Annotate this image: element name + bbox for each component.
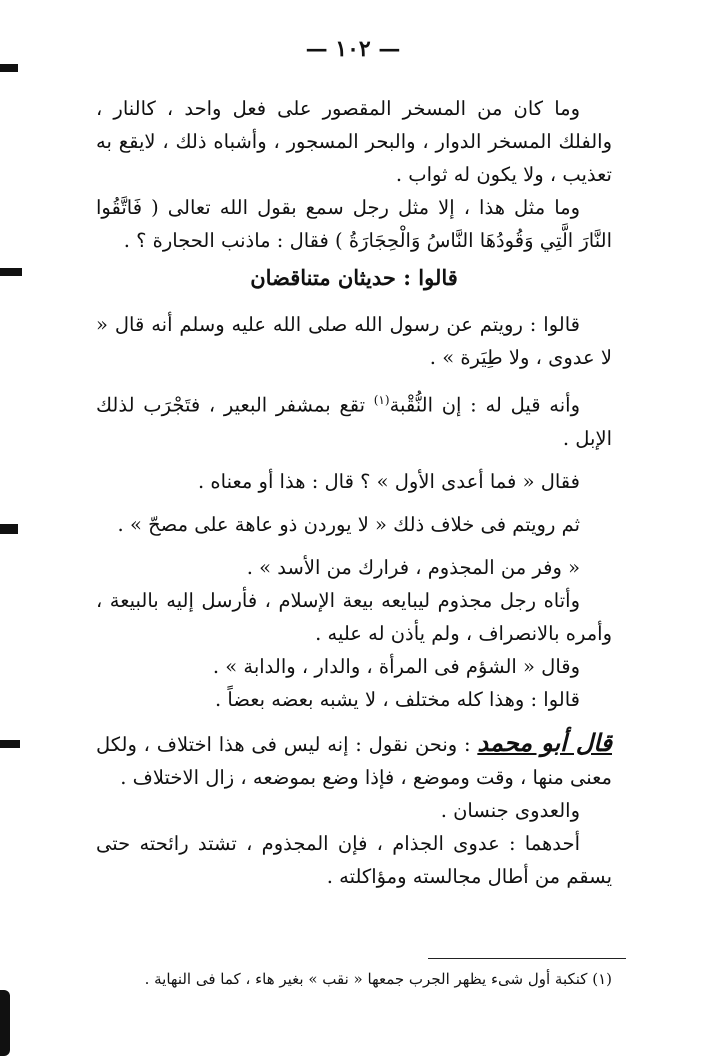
author-label: قال أبو محمد [477,727,612,757]
paragraph: وما مثل هذا ، إلا مثل رجل سمع بقول الله تعالى ( فَاتَّقُوا النَّارَ الَّتِي وَقُودُهَا النَّاسُ وَالْحِجَارَةُ ) فقال : ماذنب الحجارة ؟ . [96,196,612,252]
paragraph: والعدوى جنسان . [440,798,580,822]
scan-edge-mark [0,740,20,748]
paragraph [96,726,612,794]
scan-edge-mark [0,990,10,1056]
paragraph: قالوا : رويتم عن رسول الله صلى الله عليه وسلم أنه قال « لا عدوى ، ولا طِيَرة » . [96,313,612,369]
paragraph [96,384,612,455]
scan-edge-mark [0,64,18,72]
paragraph-text: تقع بمشفر البعير ، فتَجْرَب لذلك الإبل . [96,393,612,450]
paragraph: وقال « الشؤم فى المرأة ، والدار ، والدابة » . [212,654,580,678]
footnote-reference: (١) [373,393,390,407]
paragraph: وما كان من المسخر المقصور على فعل واحد ، كالنار ، والفلك المسخر الدوار ، والبحر المسجور ، وأشباه ذلك ، لايقع به تعذيب ، ولا يكون له ثواب . [96,97,612,186]
section-heading: قالوا : حديثان متناقضان [250,265,458,290]
scan-edge-mark [0,268,22,276]
footnote-divider [428,958,626,959]
footnote: (١) كنكبة أول شىء يظهر الجرب جمعها « نقب » بغير هاء ، كما فى النهاية . [144,970,612,988]
paragraph: وأتاه رجل مجذوم ليبايعه بيعة الإسلام ، فأرسل إليه بالبيعة ، وأمره بالانصراف ، ولم يأذن له عليه . [96,588,612,645]
paragraph: قالوا : وهذا كله مختلف ، لا يشبه بعضه بعضاً . [214,687,580,711]
page-number: — ١٠٢ — [305,36,401,62]
scan-edge-mark [0,524,18,534]
paragraph: « وفر من المجذوم ، فرارك من الأسد » . [246,555,580,579]
paragraph: أحدهما : عدوى الجذام ، فإن المجذوم ، تشتد رائحته حتى يسقم من أطال مجالسته ومؤاكلته . [96,831,612,888]
paragraph: فقال « فما أعدى الأول » ؟ قال : هذا أو معناه . [198,469,580,493]
paragraph-text: : ونحن نقول : إنه ليس فى هذا اختلاف ، ولكل معنى منها ، وقت وموضع ، فإذا وضع بموضعه ، زال الاختلاف . [96,732,612,789]
paragraph-text: وأنه قيل له : إن النُّقْبة [389,393,580,417]
paragraph: ثم رويتم فى خلاف ذلك « لا يوردن ذو عاهة على مصحّ » . [117,512,580,536]
main-text [96,92,612,893]
